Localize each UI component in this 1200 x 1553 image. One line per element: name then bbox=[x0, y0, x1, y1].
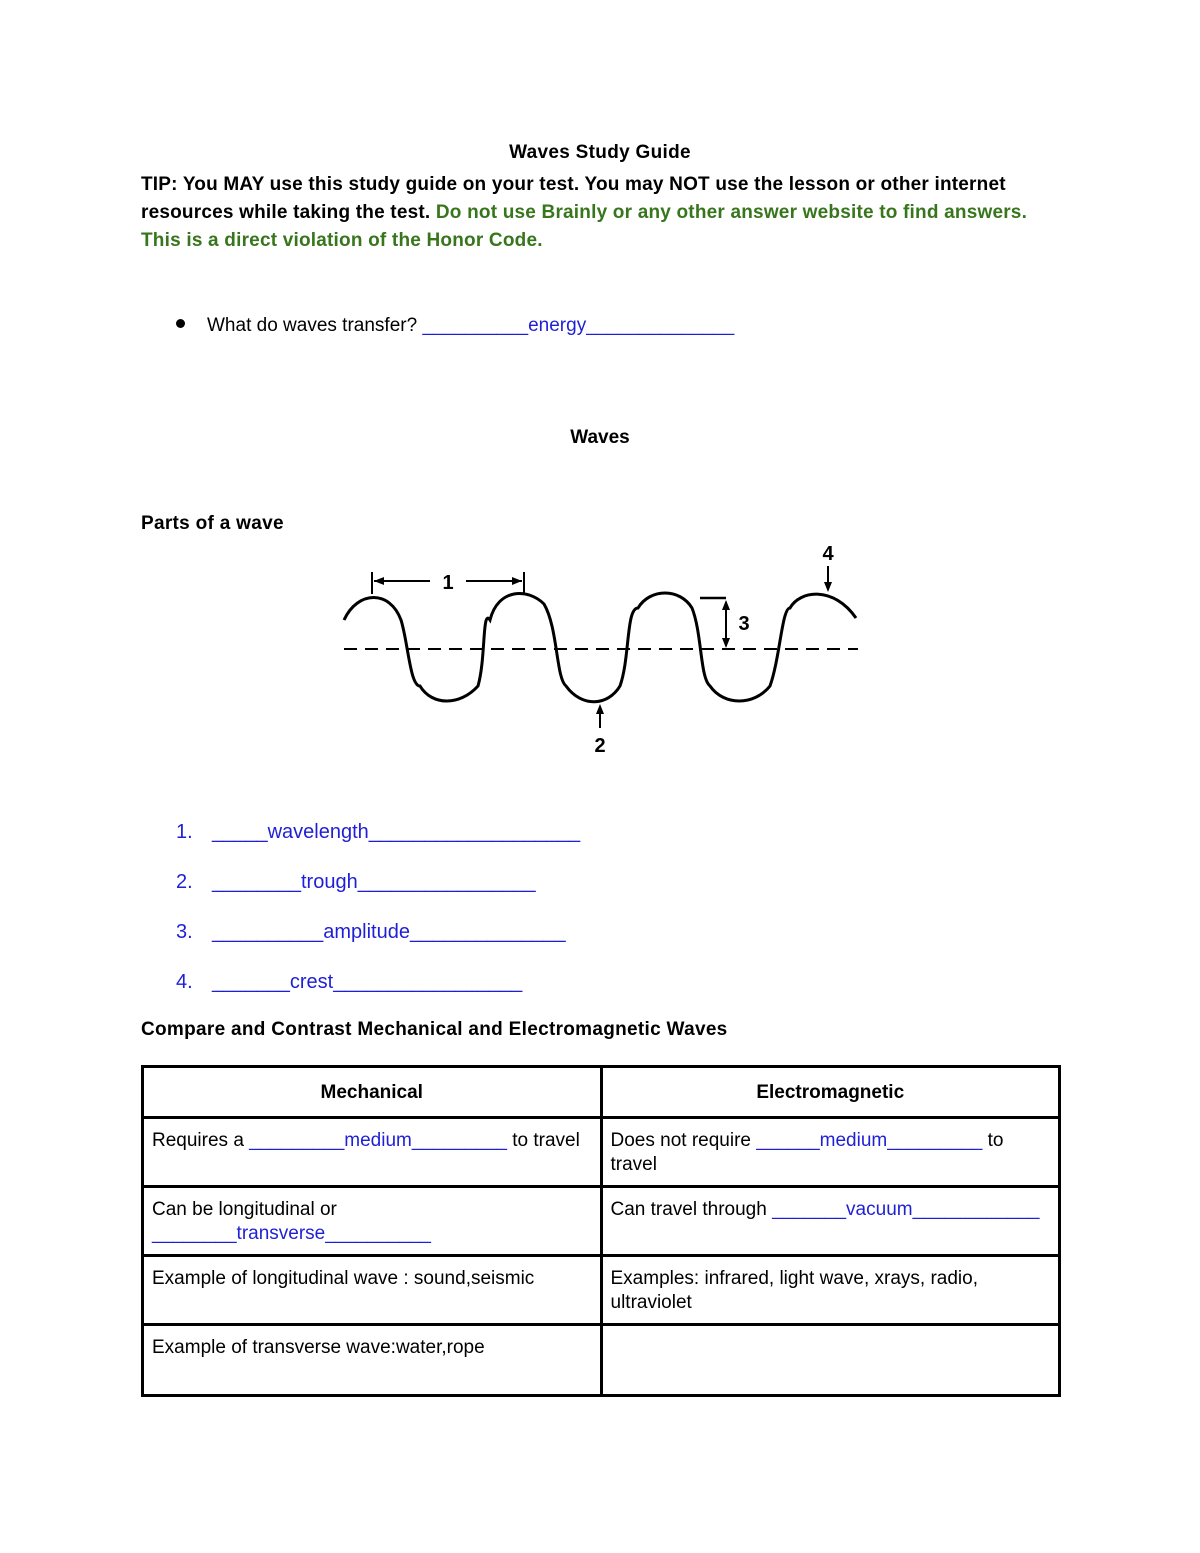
crest-arrowhead bbox=[824, 582, 832, 592]
question-answer: __________energy______________ bbox=[422, 315, 735, 336]
label-2: 2 bbox=[594, 735, 606, 757]
table-cell bbox=[143, 1118, 602, 1187]
question-prompt: What do waves transfer? bbox=[207, 315, 418, 336]
part-item bbox=[176, 969, 522, 995]
cell-answer: _______vacuum____________ bbox=[772, 1199, 1040, 1220]
table-cell bbox=[143, 1325, 602, 1396]
header-mechanical: Mechanical bbox=[143, 1067, 602, 1118]
cell-answer: ________transverse__________ bbox=[152, 1223, 431, 1244]
part-answer: ________trough________________ bbox=[212, 871, 536, 893]
parts-heading: Parts of a wave bbox=[141, 513, 284, 534]
table-row bbox=[143, 1256, 1060, 1325]
wave-curve bbox=[344, 593, 856, 702]
document-title: Waves Study Guide bbox=[509, 142, 691, 163]
cell-text: Does not require bbox=[610, 1130, 757, 1151]
part-number: 2. bbox=[176, 871, 193, 893]
tip-text: TIP: You MAY use this study guide on your test. You may NOT use the lesson or other internet resources while taking the test. bbox=[141, 174, 1006, 223]
label-1: 1 bbox=[442, 572, 454, 594]
tip-paragraph bbox=[141, 171, 1061, 255]
cell-text: Can be longitudinal or bbox=[152, 1199, 337, 1220]
part-answer: _____wavelength___________________ bbox=[212, 821, 581, 843]
table-cell bbox=[601, 1325, 1060, 1396]
table-cell bbox=[601, 1118, 1060, 1187]
wavelength-arrowhead-right bbox=[512, 577, 522, 585]
cell-text: to travel bbox=[506, 1130, 580, 1151]
cell-text: Can travel through bbox=[610, 1199, 773, 1220]
cell-answer: ______medium_________ bbox=[756, 1130, 983, 1151]
part-answer: __________amplitude______________ bbox=[212, 921, 566, 943]
trough-arrowhead bbox=[596, 704, 604, 714]
cell-text: Example of transverse wave:water,rope bbox=[152, 1337, 485, 1358]
table-cell bbox=[601, 1256, 1060, 1325]
wave-diagram bbox=[330, 538, 870, 760]
label-3: 3 bbox=[738, 613, 750, 635]
table-cell bbox=[601, 1187, 1060, 1256]
wavelength-arrowhead-left bbox=[374, 577, 384, 585]
header-electromagnetic: Electromagnetic bbox=[601, 1067, 1060, 1118]
amplitude-arrowhead-up bbox=[722, 600, 730, 610]
compare-heading: Compare and Contrast Mechanical and Electromagnetic Waves bbox=[141, 1019, 728, 1040]
cell-answer: _________medium_________ bbox=[249, 1130, 507, 1151]
part-number: 4. bbox=[176, 971, 193, 993]
table-cell bbox=[143, 1187, 602, 1256]
amplitude-arrowhead-down bbox=[722, 638, 730, 648]
cell-text: Examples: infrared, light wave, xrays, radio, ultraviolet bbox=[610, 1268, 978, 1313]
part-number: 3. bbox=[176, 921, 193, 943]
cell-text: Requires a bbox=[152, 1130, 250, 1151]
section-heading: Waves bbox=[570, 427, 630, 448]
table-row bbox=[143, 1325, 1060, 1396]
label-4: 4 bbox=[822, 543, 834, 565]
table-row bbox=[143, 1187, 1060, 1256]
table-header-row bbox=[143, 1067, 1060, 1118]
part-answer: _______crest_________________ bbox=[212, 971, 523, 993]
part-item bbox=[176, 919, 566, 945]
bullet-icon bbox=[176, 319, 185, 328]
compare-table bbox=[141, 1065, 1061, 1397]
cell-text: Example of longitudinal wave : sound,seismic bbox=[152, 1268, 535, 1289]
cell-text: to travel bbox=[610, 1130, 1004, 1175]
table-cell bbox=[143, 1256, 602, 1325]
question-bullet bbox=[176, 313, 734, 339]
part-number: 1. bbox=[176, 821, 193, 843]
part-item bbox=[176, 819, 580, 845]
honor-code-warning: Do not use Brainly or any other answer website to find answers. This is a direct violation of the Honor Code. bbox=[141, 202, 1028, 251]
part-item bbox=[176, 869, 536, 895]
table-row bbox=[143, 1118, 1060, 1187]
